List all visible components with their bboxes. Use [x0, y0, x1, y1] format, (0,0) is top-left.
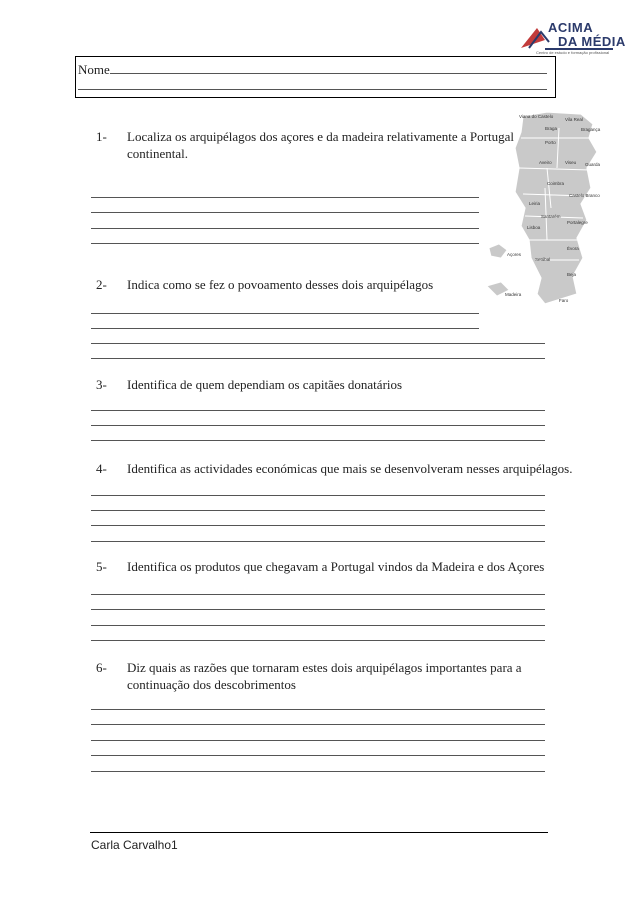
question-text: continuação dos descobrimentos	[127, 677, 296, 692]
answer-line[interactable]	[91, 495, 545, 496]
footer-author: Carla Carvalho1	[91, 838, 178, 852]
answer-line[interactable]	[91, 755, 545, 756]
question-text: Identifica os produtos que chegavam a Portugal vindos da Madeira e dos Açores	[127, 559, 545, 574]
map-label: Faro	[559, 298, 569, 303]
map-label: Setúbal	[535, 257, 551, 262]
map-label: Aveiro	[539, 160, 552, 165]
answer-line[interactable]	[91, 440, 545, 441]
answer-line[interactable]	[91, 425, 545, 426]
map-label: Castelo Branco	[569, 193, 600, 198]
answer-line[interactable]	[91, 724, 545, 725]
answer-line[interactable]	[91, 212, 479, 213]
map-label: Braga	[545, 126, 558, 131]
question-number: 4-	[96, 461, 107, 476]
map-label: Bragança	[581, 127, 601, 132]
answer-line[interactable]	[91, 243, 479, 244]
answer-line[interactable]	[91, 541, 545, 542]
question-number: 6-	[96, 660, 107, 675]
answer-line[interactable]	[91, 510, 545, 511]
question-2	[96, 276, 433, 293]
question-text: Indica como se fez o povoamento desses dois arquipélagos	[127, 277, 434, 292]
answer-line[interactable]	[91, 640, 545, 641]
name-input-line[interactable]	[110, 73, 547, 74]
answer-line[interactable]	[91, 228, 479, 229]
question-text: Diz quais as razões que tornaram estes dois arquipélagos importantes para a	[127, 660, 522, 675]
question-3	[96, 376, 402, 393]
map-label: Évora	[567, 246, 579, 251]
question-5	[96, 558, 544, 575]
logo-line2: DA MÉDIA	[558, 34, 626, 49]
question-number: 3-	[96, 377, 107, 392]
map-label: Santarém	[541, 214, 561, 219]
map-label: Lisboa	[527, 225, 541, 230]
map-label: Coimbra	[547, 181, 565, 186]
answer-line[interactable]	[91, 594, 545, 595]
map-label: Viana do Castelo	[519, 114, 554, 119]
answer-line[interactable]	[91, 709, 545, 710]
answer-line[interactable]	[91, 328, 479, 329]
map-label: Porto	[545, 140, 556, 145]
answer-line[interactable]	[91, 525, 545, 526]
answer-line[interactable]	[91, 625, 545, 626]
question-number: 2-	[96, 277, 107, 292]
map-label: Guarda	[585, 162, 601, 167]
name-box	[75, 56, 556, 98]
question-4	[96, 460, 572, 477]
name-input-line-2[interactable]	[78, 89, 547, 90]
map-label: Beja	[567, 272, 577, 277]
map-label: Madeira	[505, 292, 522, 297]
question-text: continental.	[127, 146, 189, 161]
question-6	[96, 659, 522, 693]
answer-line[interactable]	[91, 358, 545, 359]
map-label: Portalegre	[567, 220, 588, 225]
question-number: 1-	[96, 129, 107, 144]
answer-line[interactable]	[91, 410, 545, 411]
map-label: Viseu	[565, 160, 577, 165]
name-label: Nome	[78, 62, 110, 77]
answer-line[interactable]	[91, 343, 545, 344]
question-text: Identifica as actividades económicas que mais se desenvolveram nesses arquipélagos.	[127, 461, 573, 476]
question-text: Identifica de quem dependiam os capitães donatários	[127, 377, 403, 392]
logo-tagline: Centro de estudo e formação profissional	[536, 50, 610, 55]
question-number: 5-	[96, 559, 107, 574]
answer-line[interactable]	[91, 609, 545, 610]
question-1	[96, 128, 514, 162]
answer-line[interactable]	[91, 740, 545, 741]
logo-line1: ACIMA	[548, 20, 594, 35]
answer-line[interactable]	[91, 313, 479, 314]
footer-divider	[90, 832, 548, 833]
map-label: Vila Real	[565, 117, 583, 122]
map-label: Açores	[507, 252, 522, 257]
answer-line[interactable]	[91, 771, 545, 772]
question-text: Localiza os arquipélagos dos açores e da madeira relativamente a Portugal	[127, 129, 514, 144]
map-label: Leiria	[529, 201, 541, 206]
answer-line[interactable]	[91, 197, 479, 198]
